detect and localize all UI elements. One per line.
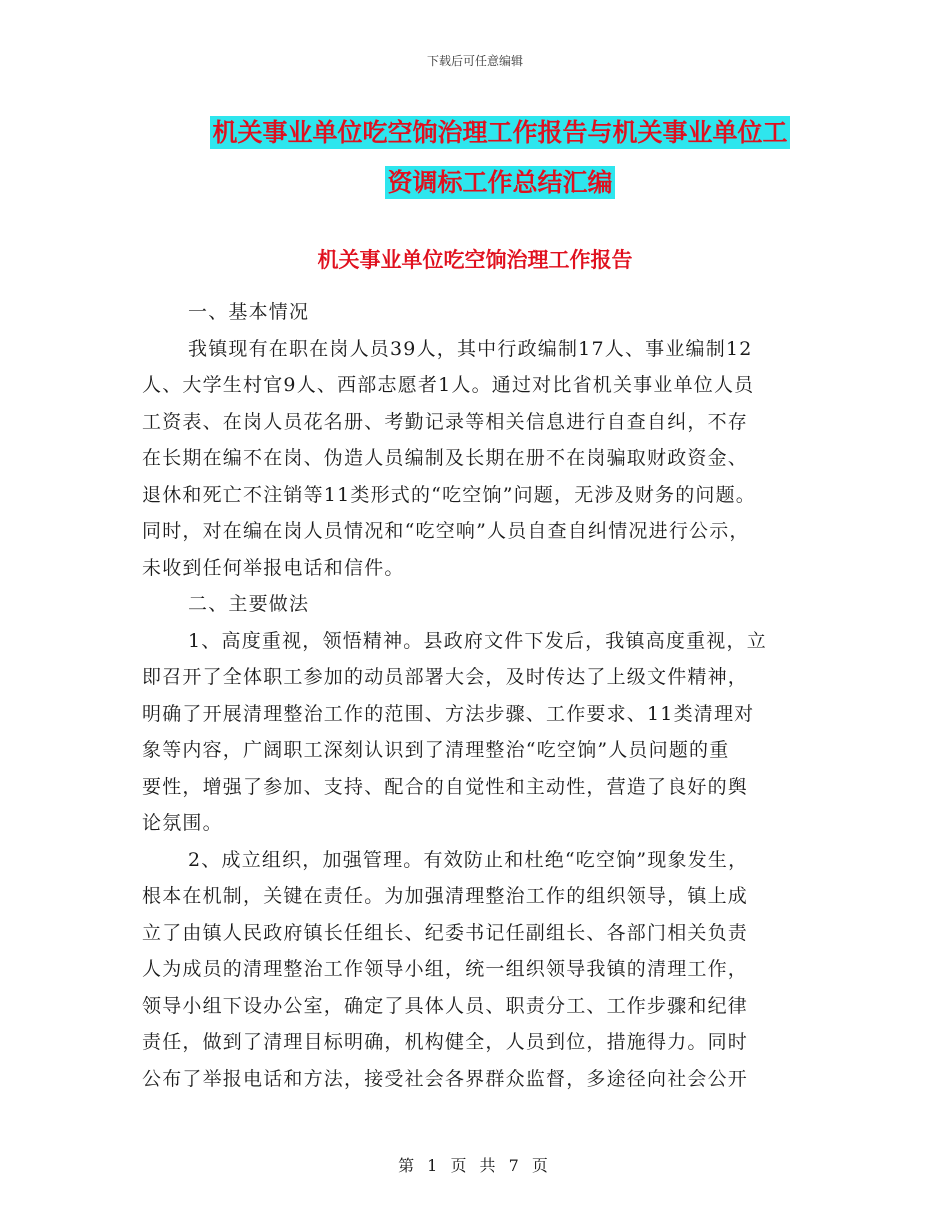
paragraph-line: 人、大学生村官9人、西部志愿者1人。通过对比省机关事业单位人员 <box>142 374 755 396</box>
paragraph-line: 立了由镇人民政府镇长任组长、纪委书记任副组长、各部门相关负责 <box>142 921 749 944</box>
paragraph-line: 论氛围。 <box>142 812 223 834</box>
paragraph-line: 人为成员的清理整治工作领导小组，统一组织领导我镇的清理工作， <box>142 958 749 980</box>
paragraph-line: 公布了举报电话和方法，接受社会各界群众监督，多途径向社会公开 <box>142 1067 749 1090</box>
paragraph-line: 2、成立组织，加强管理。有效防止和杜绝“吃空饷”现象发生， <box>188 848 749 871</box>
page-footer: 第 1 页 共 7 页 <box>398 1156 552 1175</box>
paragraph-line: 1、高度重视，领悟精神。县政府文件下发后，我镇高度重视，立 <box>188 629 767 652</box>
paragraph-line: 即召开了全体职工参加的动员部署大会，及时传达了上级文件精神， <box>142 666 749 688</box>
paragraph-line: 责任，做到了清理目标明确，机构健全，人员到位，措施得力。同时 <box>142 1031 749 1053</box>
paragraph-line: 根本在机制，关键在责任。为加强清理整治工作的组织领导，镇上成 <box>142 885 749 907</box>
paragraph-line: 象等内容，广阔职工深刻认识到了清理整治“吃空饷”人员问题的重 <box>142 739 730 761</box>
paragraph-line: 领导小组下设办公室，确定了具体人员、职责分工、工作步骤和纪律 <box>142 994 749 1017</box>
header-note: 下载后可任意编辑 <box>426 54 523 68</box>
document-title <box>190 108 810 208</box>
document-title-line-2: 资调标工作总结汇编 <box>387 168 613 197</box>
body-text <box>142 294 810 1097</box>
paragraph-line: 二、主要做法 <box>188 593 310 615</box>
paragraph-line: 我镇现有在职在岗人员39人，其中行政编制17人、事业编制12 <box>188 337 753 360</box>
paragraph-line: 在长期在编不在岗、伪造人员编制及长期在册不在岗骗取财政资金、 <box>142 447 749 469</box>
paragraph-line: 未收到任何举报电话和信件。 <box>142 556 405 579</box>
paragraph-line: 明确了开展清理整治工作的范围、方法步骤、工作要求、11类清理对 <box>142 702 755 725</box>
document-title-line-1: 机关事业单位吃空饷治理工作报告与机关事业单位工 <box>212 118 788 147</box>
paragraph-line: 工资表、在岗人员花名册、考勤记录等相关信息进行自查自纠，不存 <box>142 410 749 433</box>
paragraph-line: 一、基本情况 <box>188 301 310 323</box>
paragraph-line: 同时，对在编在岗人员情况和“吃空响”人员自查自纠情况进行公示， <box>142 520 750 542</box>
paragraph-line: 要性，增强了参加、支持、配合的自觉性和主动性，营造了良好的舆 <box>142 775 749 798</box>
paragraph-line: 退休和死亡不注销等11类形式的“吃空饷”问题，无涉及财务的问题。 <box>142 483 757 506</box>
section-title: 机关事业单位吃空饷治理工作报告 <box>317 248 633 272</box>
